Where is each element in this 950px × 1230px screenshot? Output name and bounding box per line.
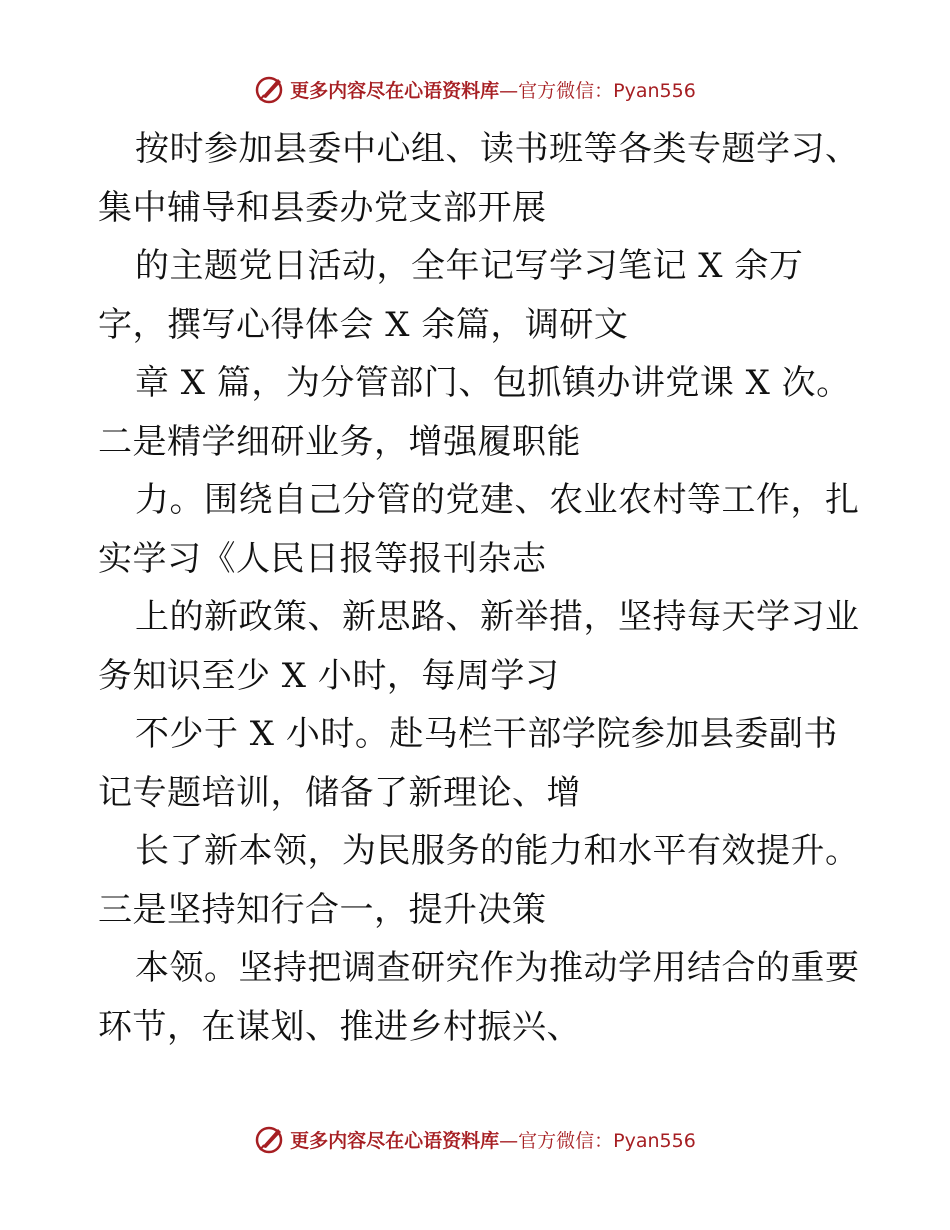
text-line: 章 X 篇，为分管部门、包抓镇办讲党课 X 次。 [135, 363, 851, 403]
text-line: 务知识至少 X 小时，每周学习 [98, 655, 560, 696]
text-line: 不少于 X 小时。赴马栏干部学院参加县委副书 [135, 714, 838, 754]
text-line: 长了新本领，为民服务的能力和水平有效提升。 [135, 831, 860, 871]
watermark-main-text: 更多内容尽在心语资料库 [290, 79, 500, 102]
quill-logo-icon [254, 73, 286, 105]
text-line: 三是坚持知行合一，提升决策 [98, 889, 547, 930]
text-line: 集中辅导和县委办党支部开展 [98, 187, 547, 228]
header-watermark [0, 71, 950, 107]
text-line: 实学习《人民日报等报刊杂志 [98, 538, 547, 579]
text-line: 力。围绕自己分管的党建、农业农村等工作，扎 [135, 480, 860, 520]
text-line: 上的新政策、新思路、新举措，坚持每天学习业 [135, 597, 860, 637]
text-line: 按时参加县委中心组、读书班等各类专题学习、 [135, 129, 860, 169]
text-line: 记专题培训，储备了新理论、增 [98, 772, 581, 813]
text-line: 的主题党日活动，全年记写学习笔记 X 余万 [135, 246, 804, 286]
document-body [98, 120, 858, 1056]
text-line: 二是精学细研业务，增强履职能 [98, 421, 581, 462]
footer-watermark [0, 1121, 950, 1157]
text-line: 环节，在谋划、推进乡村振兴、 [98, 1006, 581, 1047]
quill-logo-icon [254, 1123, 286, 1155]
text-line: 字，撰写心得体会 X 余篇，调研文 [98, 304, 629, 345]
watermark-sub-text: —官方微信：Pyan556 [499, 79, 696, 102]
watermark-main-text: 更多内容尽在心语资料库 [290, 1129, 500, 1152]
text-line: 本领。坚持把调查研究作为推动学用结合的重要 [135, 948, 860, 988]
watermark-sub-text: —官方微信：Pyan556 [499, 1129, 696, 1152]
